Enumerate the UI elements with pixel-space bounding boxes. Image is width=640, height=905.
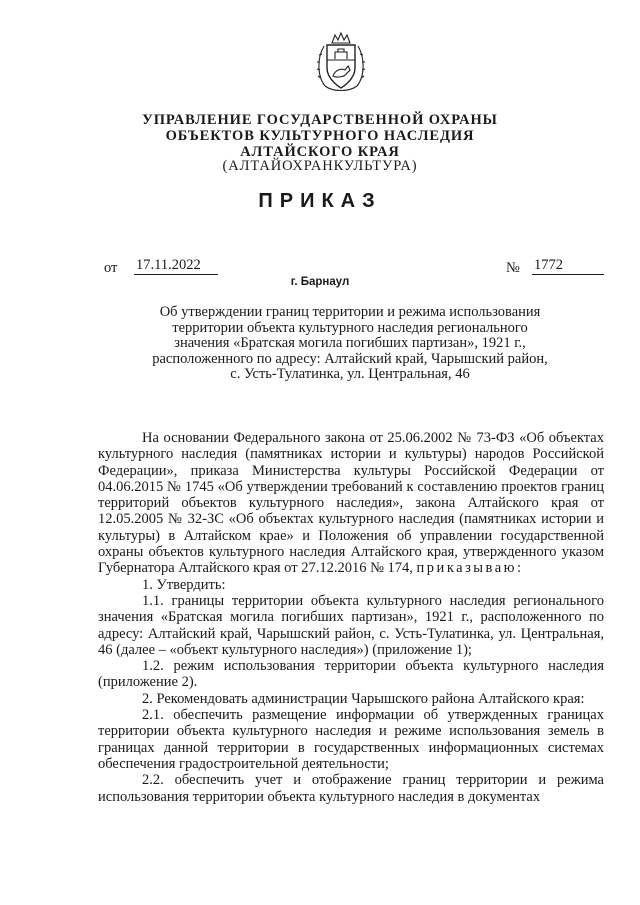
subject-line: с. Усть-Тулатинка, ул. Центральная, 46 [230, 366, 470, 383]
coat-of-arms-emblem [315, 30, 367, 96]
item-1-2: 1.2. режим использования территории объекта культурного наследия (приложение 2). [98, 658, 604, 691]
document-number: 1772 [532, 257, 604, 275]
preamble-paragraph [98, 430, 604, 577]
org-name-line-3: АЛТАЙСКОГО КРАЯ [240, 144, 400, 160]
document-body [98, 430, 604, 805]
preamble-text: На основании Федерального закона от 25.06.2002 № 73-ФЗ «Об объектах культурного наследия (памятниках истории и культуры) народов Российской Федерации», приказа Министерства культуры Российской Федерации от 04.06.2015 № 1745 «Об утверждении требований к составлению проектов границ территорий объектов культурного наследия», закона Алтайского края от 12.05.2005 № 32-ЗС «Об объектах культурного наследия (памятниках истории и культуры) в Алтайском крае» и Положения об управлении государственной охраны объектов культурного наследия Алтайского края, утвержденного указом Губернатора Алтайского края от 27.12.2016 № 174, [98, 430, 604, 577]
order-word: приказываю: [416, 560, 524, 577]
date-label: от [104, 260, 118, 276]
document-date: 17.11.2022 [134, 257, 218, 275]
org-name-line-1: УПРАВЛЕНИЕ ГОСУДАРСТВЕННОЙ ОХРАНЫ [142, 112, 498, 128]
document-title: ПРИКАЗ [258, 190, 382, 212]
city: г. Барнаул [290, 276, 350, 288]
document-subject [120, 305, 580, 383]
subject-line: территории объекта культурного наследия регионального [172, 319, 528, 336]
number-label: № [506, 260, 520, 276]
org-short-name: (АЛТАЙОХРАНКУЛЬТУРА) [222, 158, 418, 174]
item-2-1: 2.1. обеспечить размещение информации об утвержденных границах территории объекта культурного наследия и режиме использования земель в границах данной территории в государственных информационных системах обеспечения градостроительной деятельности; [98, 707, 604, 772]
subject-line: значения «Братская могила погибших партизан», 1921 г., [174, 335, 526, 352]
item-2-2: 2.2. обеспечить учет и отображение границ территории и режима использования территории объекта культурного наследия в документах [98, 772, 604, 805]
subject-line: Об утверждении границ территории и режима использования [159, 304, 541, 320]
item-1: 1. Утвердить: [142, 576, 226, 593]
item-2: 2. Рекомендовать администрации Чарышского района Алтайского края: [142, 690, 585, 707]
subject-line: расположенного по адресу: Алтайский край, Чарышский район, [152, 350, 548, 367]
item-1-1: 1.1. границы территории объекта культурного наследия регионального значения «Братская могила погибших партизан», 1921 г., расположенного по адресу: Алтайский край, Чарышский район, с. Усть-Тулатинка, ул. Центральная, 46 (далее – «объект культурного наследия») (приложение 1); [98, 592, 604, 658]
org-name-line-2: ОБЪЕКТОВ КУЛЬТУРНОГО НАСЛЕДИЯ [165, 128, 475, 144]
